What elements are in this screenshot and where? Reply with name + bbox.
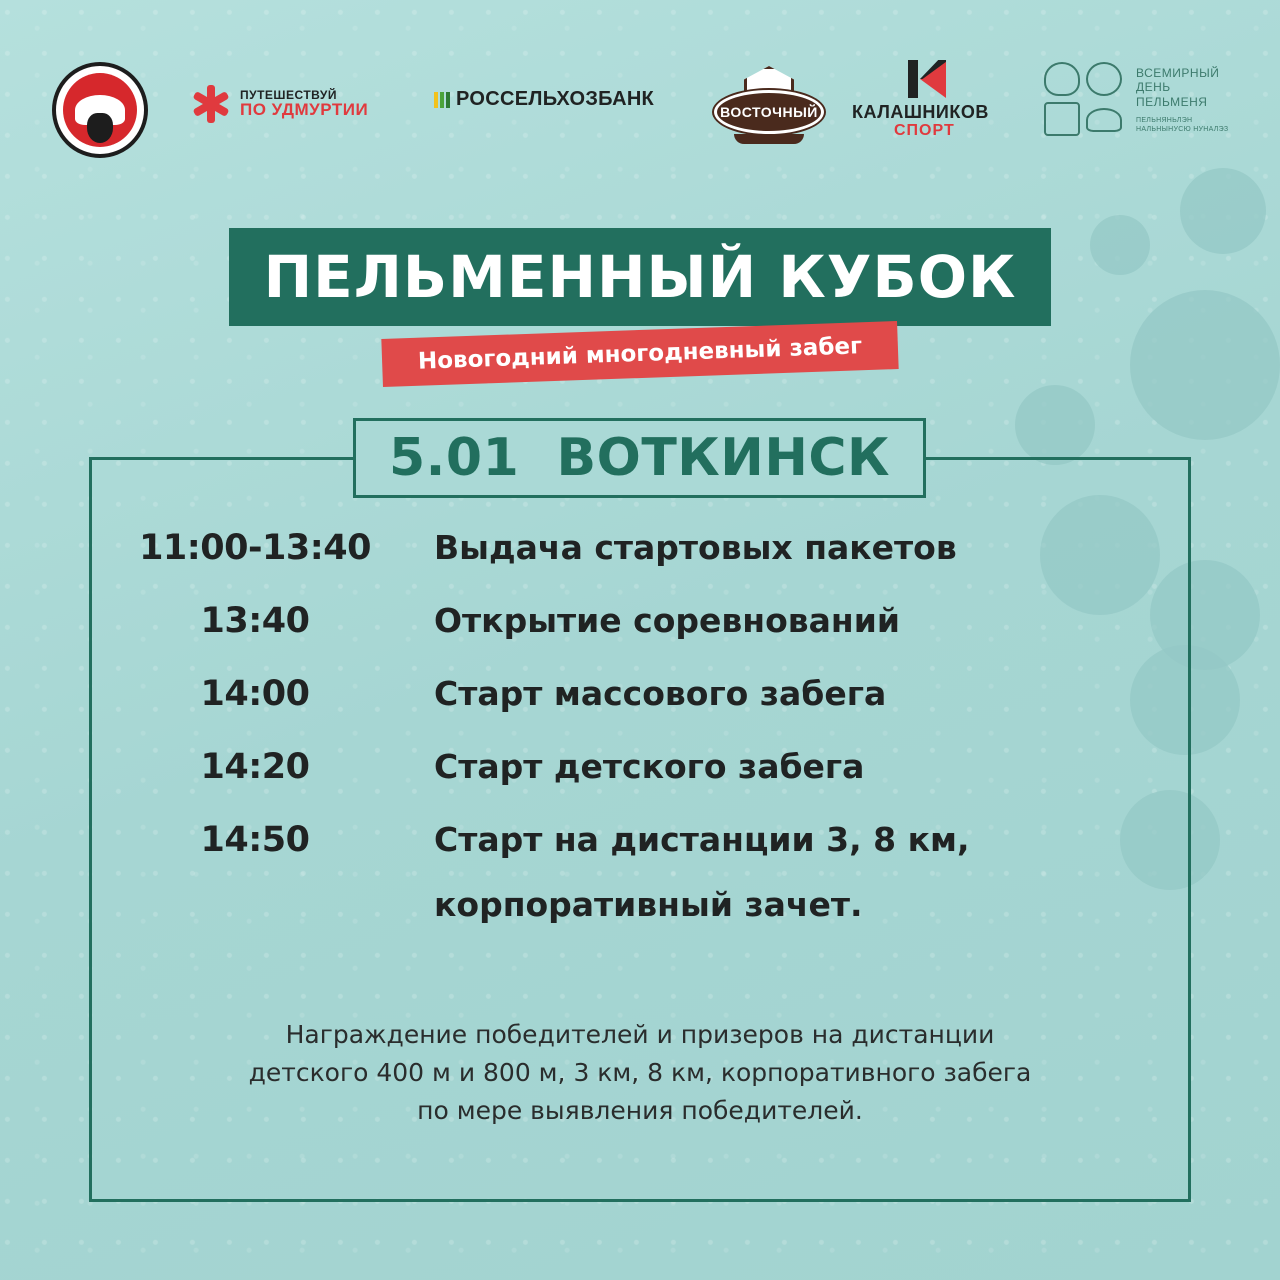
schedule-row [110, 528, 1170, 601]
kalashnikov-k-icon [908, 60, 946, 98]
page-subtitle: Новогодний многодневный забег [417, 333, 863, 375]
schedule-event-multiline [434, 820, 1154, 924]
partner-logos [0, 52, 1280, 152]
schedule-time: 14:20 [200, 747, 310, 787]
schedule-event-line2: корпоративный зачет. [434, 885, 863, 924]
kalashnikov-logo-name: КАЛАШНИКОВ [852, 102, 989, 122]
schedule-event-line1: Старт на дистанции 3, 8 км, [434, 820, 970, 859]
rosselkhozbank-logo [434, 88, 654, 111]
schedule-time: 14:50 [200, 820, 310, 860]
awards-note-line3: по мере выявления победителей. [417, 1096, 863, 1125]
kalashnikov-logo-sport: СПОРТ [894, 122, 955, 139]
pelmen-logo-line3: ПЕЛЬМЕНЯ [1136, 94, 1208, 109]
pelmen-logo-line1: ВСЕМИРНЫЙ [1136, 66, 1220, 80]
schedule-time: 14:00 [200, 674, 310, 714]
awards-note-line1: Награждение победителей и призеров на дистанции [285, 1020, 995, 1049]
travel-logo-bottom: ПО УДМУРТИИ [240, 100, 369, 120]
vostochny-logo-text: ВОСТОЧНЫЙ [720, 104, 818, 120]
travel-logo-top: ПУТЕШЕСТВУЙ [240, 87, 337, 102]
schedule-event: Выдача стартовых пакетов [434, 528, 957, 567]
star-icon [190, 83, 232, 125]
world-pelmen-day-logo [1040, 60, 1240, 144]
date-location: 5.01 ВОТКИНСК [388, 428, 891, 488]
decor-blob [1130, 290, 1280, 440]
schedule-list [110, 528, 1170, 924]
schedule-event: Открытие соревнований [434, 601, 900, 640]
emblem-icon [63, 73, 137, 147]
schedule-event: Старт массового забега [434, 674, 887, 713]
schedule-time: 11:00-13:40 [139, 528, 371, 568]
vostochny-logo [714, 64, 824, 146]
dumpling-icons [1040, 60, 1126, 140]
travel-udmurtia-logo [190, 74, 400, 134]
pelmen-logo-line2: ДЕНЬ [1136, 80, 1171, 95]
decor-blob [1180, 168, 1266, 254]
schedule-event: Старт детского забега [434, 747, 865, 786]
pelmen-logo-small2: НАЛЬНЫНУСЮ НУНАЛЭЗ [1136, 126, 1229, 134]
schedule-time: 13:40 [200, 601, 310, 641]
kalashnikov-sport-logo [852, 60, 1012, 140]
page-title: ПЕЛЬМЕННЫЙ КУБОК [263, 243, 1017, 311]
awards-note-line2: детского 400 м и 800 м, 3 км, 8 км, корпоративного забега [248, 1058, 1032, 1087]
date-location-box [353, 418, 926, 498]
schedule-row [110, 747, 1170, 820]
bank-logo-text: РОССЕЛЬХОЗБАНК [456, 88, 655, 110]
bank-stripes-icon [434, 92, 450, 108]
schedule-row [110, 674, 1170, 747]
schedule-row [110, 820, 1170, 924]
pelmen-logo-small1: ПЕЛЬНЯНЬЛЭН [1136, 117, 1193, 124]
decor-blob [1015, 385, 1095, 465]
udmurtia-emblem-logo [52, 62, 148, 158]
awards-note [130, 1016, 1150, 1130]
title-banner [229, 228, 1051, 326]
decor-blob [1090, 215, 1150, 275]
subtitle-banner [381, 321, 898, 387]
schedule-row [110, 601, 1170, 674]
